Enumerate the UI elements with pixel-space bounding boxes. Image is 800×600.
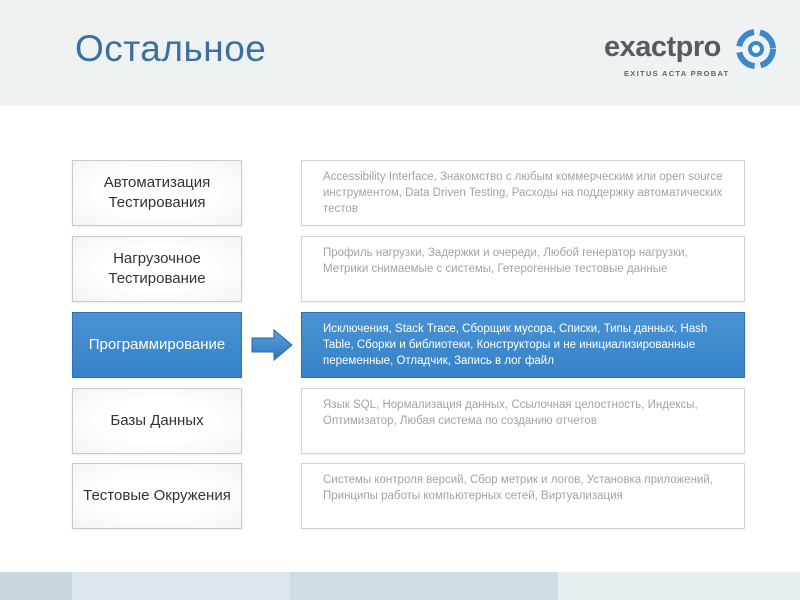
- category-box[interactable]: Тестовые Окружения: [72, 463, 242, 529]
- footer-band-1: [0, 572, 72, 600]
- topic-row-test-environments: [72, 463, 744, 529]
- slide-header: [0, 0, 800, 106]
- logo-tagline: EXITUS ACTA PROBAT: [624, 69, 730, 78]
- topic-row-automation: [72, 160, 744, 226]
- footer-band-3: [290, 572, 558, 600]
- logo-wordmark: exactpro: [604, 31, 721, 63]
- page-title: Остальное: [75, 28, 267, 69]
- category-box[interactable]: Нагрузочное Тестирование: [72, 236, 242, 302]
- description-box: Язык SQL, Нормализация данных, Ссылочная целостность, Индексы, Оптимизатор, Любая система по созданию отчетов: [301, 388, 745, 454]
- description-box: Профиль нагрузки, Задержки и очереди, Любой генератор нагрузки, Метрики снимаемые с системы, Гетерогенные тестовые данные: [301, 236, 745, 302]
- category-box[interactable]: Базы Данных: [72, 388, 242, 454]
- category-box[interactable]: Автоматизация Тестирования: [72, 160, 242, 226]
- topic-row-load-testing: [72, 236, 744, 302]
- exactpro-logo: [604, 31, 784, 81]
- right-arrow-icon: [250, 328, 294, 362]
- footer-band-4: [558, 572, 800, 600]
- description-box-selected: Исключения, Stack Trace, Сборщик мусора, Списки, Типы данных, Hash Table, Сборки и библиотеки, Конструкторы и не инициализированные переменные, Отладчик, Запись в лог файл: [301, 312, 745, 378]
- description-box: Системы контроля версий, Сбор метрик и логов, Установка приложений, Принципы работы компьютерных сетей, Виртуализация: [301, 463, 745, 529]
- category-box-selected[interactable]: Программирование: [72, 312, 242, 378]
- footer-bands: [0, 572, 800, 600]
- exactpro-swirl-icon: [736, 29, 776, 69]
- description-box: Accessibility Interface, Знакомство с любым коммерческим или open source инструментом, Data Driven Testing, Расходы на поддержку автоматических тестов: [301, 160, 745, 226]
- topic-row-databases: [72, 388, 744, 454]
- footer-band-2: [72, 572, 290, 600]
- topic-row-programming: [72, 312, 744, 378]
